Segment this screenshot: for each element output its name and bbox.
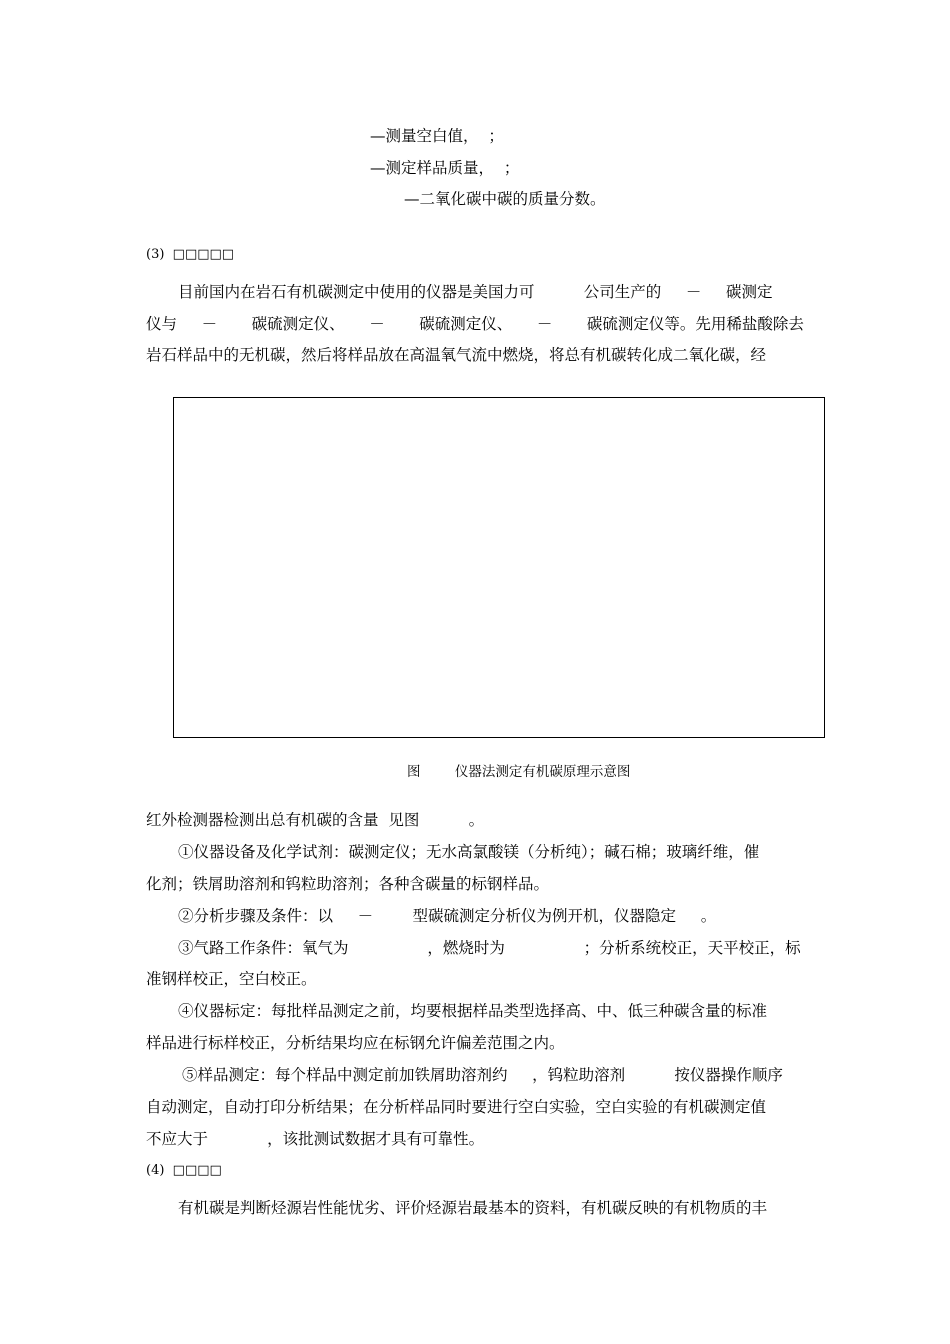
body-para-2: ②分析步骤及条件：以 － 型碳硫测定分析仪为例开机，仪器隐定 。	[178, 907, 717, 925]
definition-sample-mass: —测定样品质量， ；	[370, 159, 520, 177]
body-para-5c: 不应大于 ，该批测试数据才具有可靠性。	[146, 1130, 485, 1148]
section-heading-4: (4) □□□□	[146, 1163, 222, 1178]
intro-line-2: 仪与 － 碳硫测定仪、 － 碳硫测定仪、 － 碳硫测定仪等。先用稀盐酸除去	[146, 315, 804, 333]
body-para-5b: 自动测定，自动打印分析结果；在分析样品同时要进行空白实验，空白实验的有机碳测定值	[146, 1098, 767, 1116]
body-para-1a: ①仪器设备及化学试剂：碳测定仪；无水高氯酸镁（分析纯）；碱石棉；玻璃纤维，催	[178, 843, 760, 861]
definition-carbon-fraction: —二氧化碳中碳的质量分数。	[404, 190, 606, 208]
body-para-0: 红外检测器检测出总有机碳的含量 见图 。	[146, 811, 485, 829]
section-heading-3: (3) □□□□□	[146, 247, 235, 262]
definition-blank: —测量空白值， ；	[370, 127, 504, 145]
figure-caption: 图 仪器法测定有机碳原理示意图	[407, 764, 631, 780]
body-para-3a: ③气路工作条件：氧气为 ，燃烧时为 ；分析系统校正，天平校正，标	[178, 939, 801, 957]
body-para-5a: ⑤样品测定：每个样品中测定前加铁屑助溶剂约 ，钨粒助溶剂 按仪器操作顺序	[182, 1066, 783, 1084]
body-para-4b: 样品进行标样校正，分析结果均应在标钢允许偏差范围之内。	[146, 1034, 565, 1052]
intro-line-3: 岩石样品中的无机碳，然后将样品放在高温氧气流中燃烧，将总有机碳转化成二氧化碳，经	[146, 346, 767, 364]
figure-placeholder	[173, 397, 825, 738]
closing-line-1: 有机碳是判断烃源岩性能忧劣、评价烃源岩最基本的资料，有机碳反映的有机物质的丰	[178, 1199, 768, 1217]
body-para-1b: 化剂；铁屑助溶剂和钨粒助溶剂；各种含碳量的标钢样品。	[146, 875, 550, 893]
body-para-3b: 准钢样校正，空白校正。	[146, 970, 317, 988]
intro-line-1: 目前国内在岩石有机碳测定中使用的仪器是美国力可 公司生产的 － 碳测定	[178, 283, 773, 301]
body-para-4a: ④仪器标定：每批样品测定之前，均要根据样品类型选择高、中、低三种碳含量的标准	[178, 1002, 768, 1020]
